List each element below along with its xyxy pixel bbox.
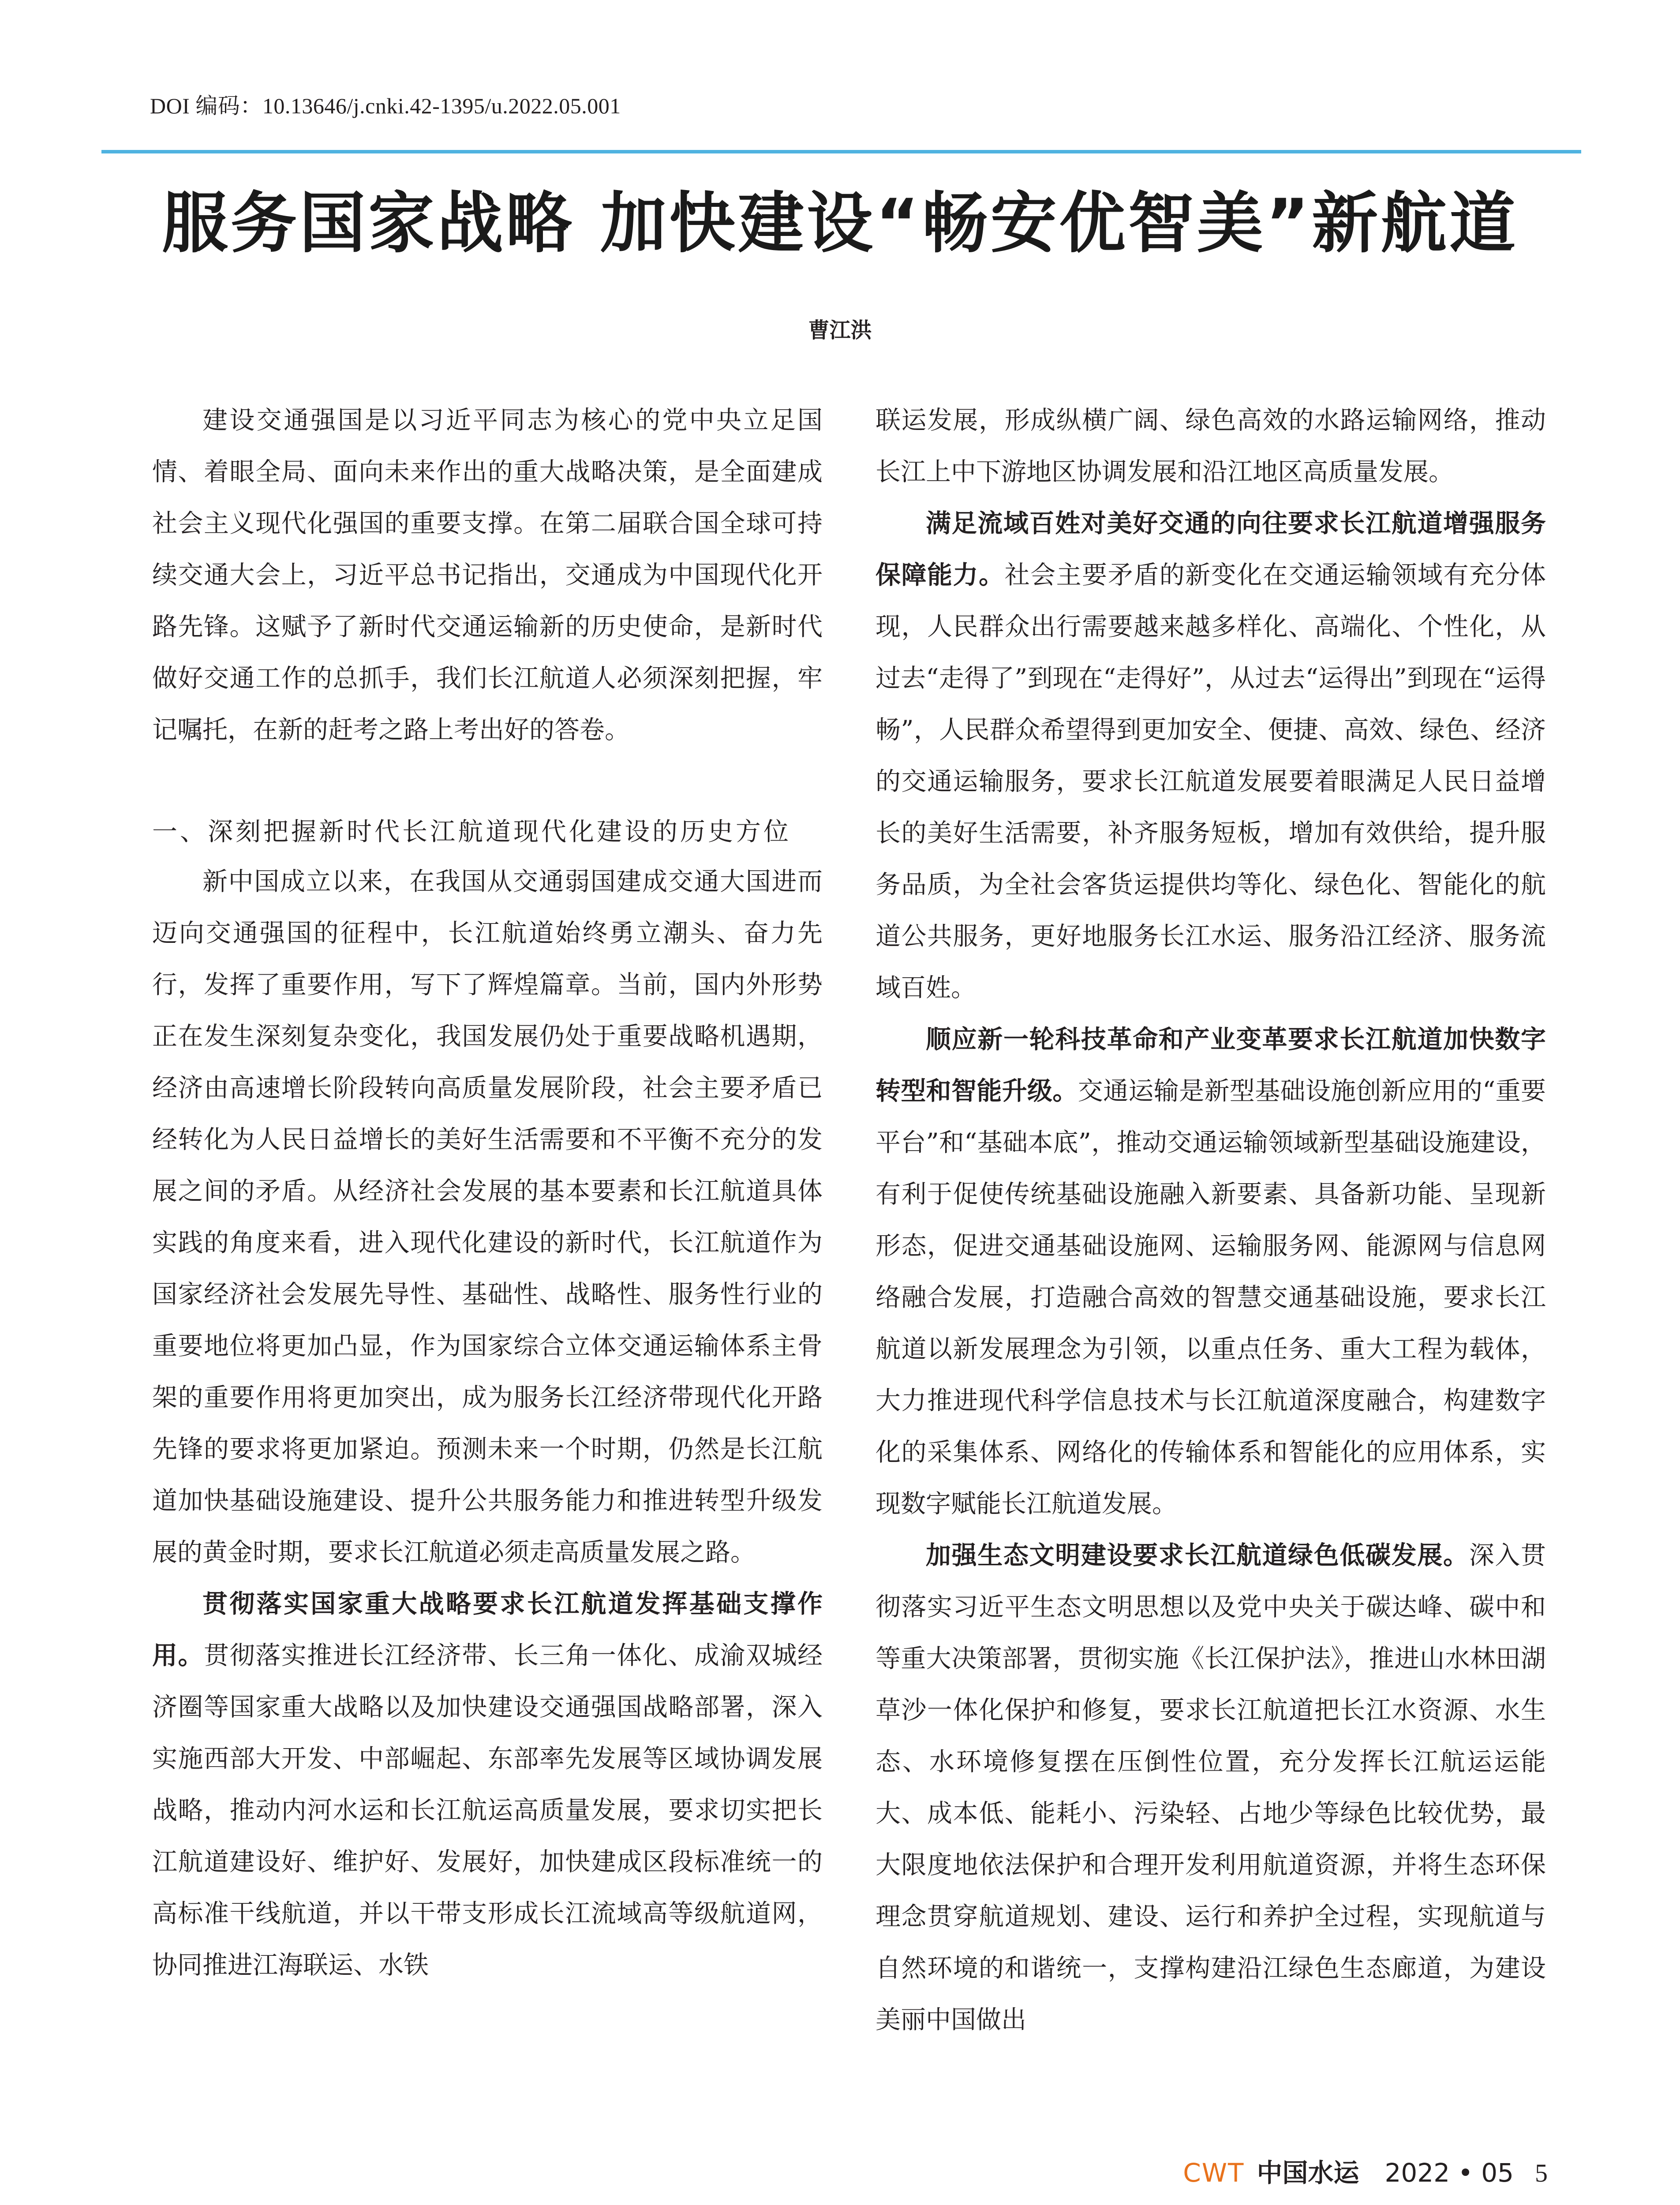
paragraph-body: 贯彻落实推进长江经济带、长三角一体化、成渝双城经济圈等国家重大战略以及加快建设交通强国战略部署，深入实施西部大开发、中部崛起、东部率先发展等区域协调发展战略，推动内河水运和长江航运高质量发展，要求切实把长江航道建设好、维护好、发展好，加快建成区段标准统一的高标准干线航道，并以干带支形成长江流域高等级航道网，协同推进江海联运、水铁 [152, 1641, 823, 1980]
doi-line: DOI 编码：10.13646/j.cnki.42-1395/u.2022.05.001 [150, 93, 621, 118]
page-number: 5 [1535, 2159, 1548, 2187]
continued-paragraph: 联运发展，形成纵横广阔、绿色高效的水路运输网络，推动长江上中下游地区协调发展和沿江地区高质量发展。 [876, 406, 1546, 486]
body-paragraph [876, 498, 1546, 1014]
right-column [876, 395, 1546, 2046]
article-author: 曹江洪 [808, 318, 872, 343]
intro-paragraph: 建设交通强国是以习近平同志为核心的党中央立足国情、着眼全局、面向未来作出的重大战略决策，是全面建成社会主义现代化强国的重要支撑。在第二届联合国全球可持续交通大会上，习近平总书记指出，交通成为中国现代化开路先锋。这赋予了新时代交通运输新的历史使命，是新时代做好交通工作的总抓手，我们长江航道人必须深刻把握，牢记嘱托，在新的赶考之路上考出好的答卷。 [152, 406, 823, 744]
article-title: 服务国家战略 加快建设“畅安优智美”新航道 [161, 185, 1519, 262]
paragraph-lead: 顺应新一轮科技革命和产业变革要求长江航道加快数字转型和智能升级。 [876, 1025, 1546, 1106]
body-paragraph: 新中国成立以来，在我国从交通弱国建成交通大国进而迈向交通强国的征程中，长江航道始终勇立潮头、奋力先行，发挥了重要作用，写下了辉煌篇章。当前，国内外形势正在发生深刻复杂变化，我国发展仍处于重要战略机遇期，经济由高速增长阶段转向高质量发展阶段，社会主要矛盾已经转化为人民日益增长的美好生活需要和不平衡不充分的发展之间的矛盾。从经济社会发展的基本要素和长江航道具体实践的角度来看，进入现代化建设的新时代，长江航道作为国家经济社会发展先导性、基础性、战略性、服务性行业的重要地位将更加凸显，作为国家综合立体交通运输体系主骨架的重要作用将更加突出，成为服务长江经济带现代化开路先锋的要求将更加紧迫。预测未来一个时期，仍然是长江航道加快基础设施建设、提升公共服务能力和推进转型升级发展的黄金时期，要求长江航道必须走高质量发展之路。 [152, 867, 823, 1567]
paragraph-body: 深入贯彻落实习近平生态文明思想以及党中央关于碳达峰、碳中和等重大决策部署，贯彻实施《长江保护法》，推进山水林田湖草沙一体化保护和修复，要求长江航道把长江水资源、水生态、水环境修复摆在压倒性位置，充分发挥长江航运运能大、成本低、能耗小、污染轻、占地少等绿色比较优势，最大限度地依法保护和合理开发利用航道资源，并将生态环保理念贯穿航道规划、建设、运行和养护全过程，实现航道与自然环境的和谐统一，支撑构建沿江绿色生态廊道，为建设美丽中国做出 [876, 1541, 1546, 2034]
header-rule [101, 150, 1581, 153]
body-paragraph [876, 1530, 1546, 2046]
left-column [152, 395, 823, 1991]
journal-logo-latin: CWT [1183, 2158, 1245, 2188]
body-paragraph [876, 1014, 1546, 1530]
paragraph-body: 交通运输是新型基础设施创新应用的“重要平台”和“基础本底”，推动交通运输领域新型基础设施建设，有利于促使传统基础设施融入新要素、具备新功能、呈现新形态，促进交通基础设施网、运输服务网、能源网与信息网络融合发展，打造融合高效的智慧交通基础设施，要求长江航道以新发展理念为引领，以重点任务、重大工程为载体，大力推进现代科学信息技术与长江航道深度融合，构建数字化的采集体系、网络化的传输体系和智能化的应用体系，实现数字赋能长江航道发展。 [876, 1076, 1546, 1518]
section-heading: 一、深刻把握新时代长江航道现代化建设的历史方位 [152, 817, 791, 846]
page-footer [1183, 2152, 1548, 2189]
issue-number: 2022 • 05 [1384, 2158, 1514, 2188]
paragraph-lead: 贯彻落实国家重大战略要求长江航道发挥基础支撑作用。 [152, 1589, 823, 1670]
journal-name: 中国水运 [1257, 2158, 1359, 2188]
paragraph-lead: 加强生态文明建设要求长江航道绿色低碳发展。 [926, 1541, 1469, 1570]
paragraph-body: 社会主要矛盾的新变化在交通运输领域有充分体现，人民群众出行需要越来越多样化、高端化、个性化，从过去“走得了”到现在“走得好”，从过去“运得出”到现在“运得畅”，人民群众希望得到更加安全、便捷、高效、绿色、经济的交通运输服务，要求长江航道发展要着眼满足人民日益增长的美好生活需要，补齐服务短板，增加有效供给，提升服务品质，为全社会客货运提供均等化、绿色化、智能化的航道公共服务，更好地服务长江水运、服务沿江经济、服务流域百姓。 [876, 561, 1546, 1002]
paragraph-lead: 满足流域百姓对美好交通的向往要求长江航道增强服务保障能力。 [876, 509, 1546, 590]
body-paragraph [152, 1578, 823, 1991]
